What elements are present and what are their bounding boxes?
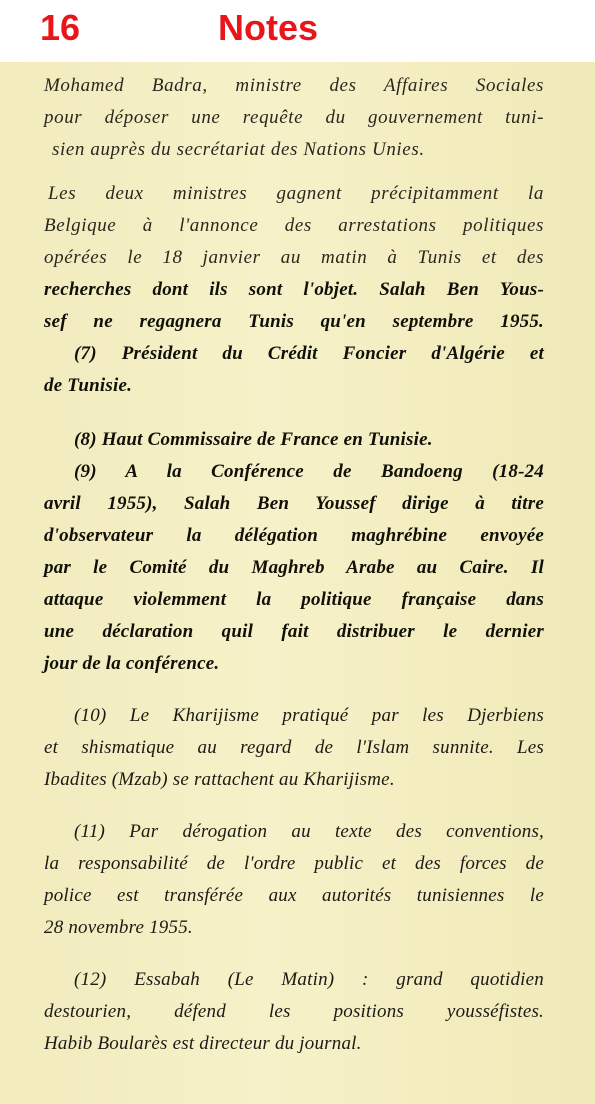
text-line: opérées le 18 janvier au matin à Tunis et des bbox=[44, 247, 544, 268]
note-continuation-paragraph bbox=[44, 70, 544, 166]
text-line: Les deux ministres gagnent précipitamment la bbox=[48, 183, 544, 204]
text-line: Belgique à l'annonce des arrestations politiques bbox=[44, 215, 544, 236]
note-paragraph bbox=[44, 178, 544, 338]
note-10 bbox=[44, 700, 544, 796]
text-line: destourien, défend les positions yousséfistes. bbox=[44, 1001, 544, 1022]
page-header bbox=[0, 0, 595, 62]
text-line: attaque violemment la politique française dans bbox=[44, 589, 544, 610]
text-line: police est transférée aux autorités tunisiennes le bbox=[44, 885, 544, 906]
page-number: 16 bbox=[40, 7, 81, 48]
text-line: (8) Haut Commissaire de France en Tunisie. bbox=[74, 429, 433, 450]
text-line: recherches dont ils sont l'objet. Salah Ben Yous- bbox=[44, 279, 544, 300]
text-line: (9) A la Conférence de Bandoeng (18-24 bbox=[74, 461, 544, 482]
text-line: (7) Président du Crédit Foncier d'Algérie et bbox=[74, 343, 544, 364]
text-line: Ibadites (Mzab) se rattachent au Kharijisme. bbox=[44, 769, 395, 790]
note-8 bbox=[44, 424, 544, 456]
text-line: jour de la conférence. bbox=[44, 653, 220, 674]
note-7 bbox=[44, 338, 544, 402]
text-line: et shismatique au regard de l'Islam sunnite. Les bbox=[44, 737, 544, 758]
text-line: (11) Par dérogation au texte des conventions, bbox=[74, 821, 544, 842]
text-line: la responsabilité de l'ordre public et des forces de bbox=[44, 853, 544, 874]
note-12 bbox=[44, 964, 544, 1060]
page-title: Notes bbox=[218, 7, 319, 48]
notes-body bbox=[44, 70, 544, 1060]
text-line: Habib Boularès est directeur du journal. bbox=[44, 1033, 362, 1054]
text-line: pour déposer une requête du gouvernement tuni- bbox=[44, 107, 544, 128]
text-line: avril 1955), Salah Ben Youssef dirige à titre bbox=[44, 493, 544, 514]
text-line: de Tunisie. bbox=[44, 375, 133, 396]
text-line: 28 novembre 1955. bbox=[44, 917, 193, 938]
text-line: par le Comité du Maghreb Arabe au Caire. Il bbox=[44, 557, 544, 578]
note-11 bbox=[44, 816, 544, 944]
text-line: Mohamed Badra, ministre des Affaires Sociales bbox=[44, 75, 544, 96]
text-line: une déclaration quil fait distribuer le dernier bbox=[44, 621, 544, 642]
text-line: d'observateur la délégation maghrébine envoyée bbox=[44, 525, 544, 546]
text-line: sien auprès du secrétariat des Nations Unies. bbox=[52, 139, 425, 160]
text-line: (12) Essabah (Le Matin) : grand quotidien bbox=[74, 969, 544, 990]
text-line: (10) Le Kharijisme pratiqué par les Djerbiens bbox=[74, 705, 544, 726]
note-9 bbox=[44, 456, 544, 680]
text-line: sef ne regagnera Tunis qu'en septembre 1955. bbox=[44, 311, 544, 332]
